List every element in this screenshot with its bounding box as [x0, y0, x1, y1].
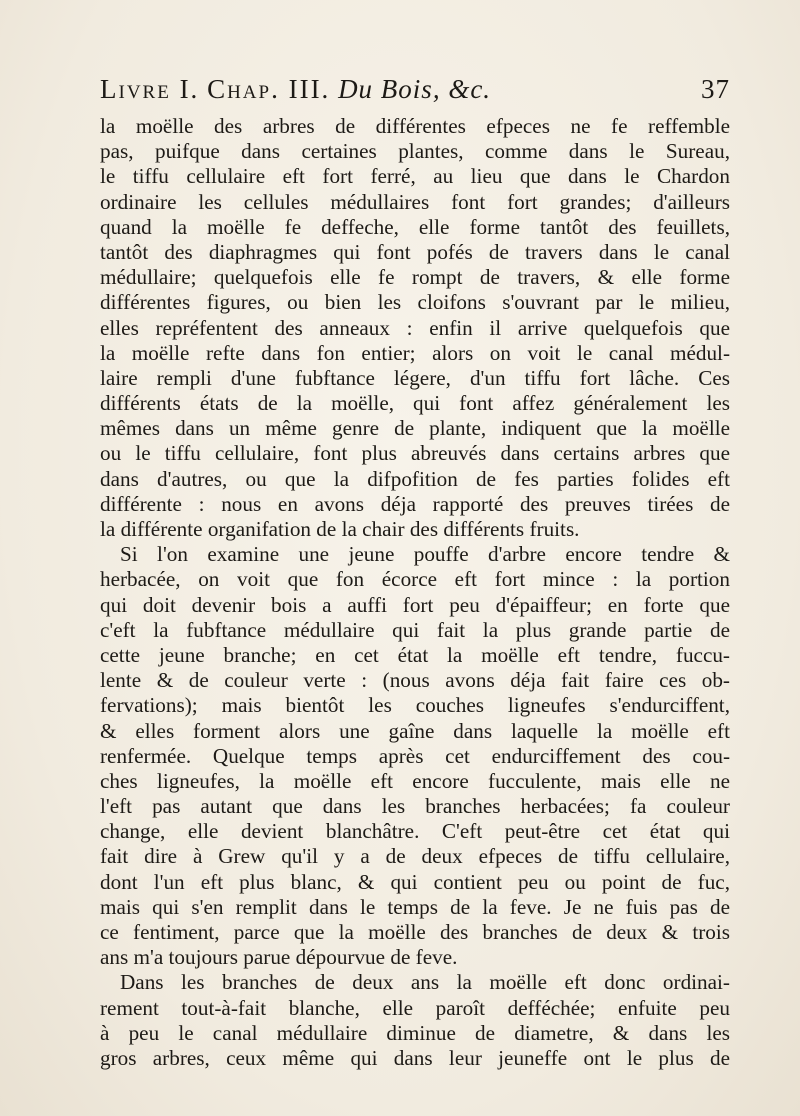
text-line: tantôt des diaphragmes qui font pofés de travers dans le canal [100, 239, 730, 264]
text-line: laire rempli d'une fubftance légere, d'un tiffu fort lâche. Ces [100, 365, 730, 390]
text-line: cette jeune branche; en cet état la moëlle eft tendre, fuccu- [100, 642, 730, 667]
text-line: elles repréfentent des anneaux : enfin il arrive quelquefois que [100, 315, 730, 340]
text-line: change, elle devient blanchâtre. C'eft peut-être cet état qui [100, 819, 730, 844]
text-line: renfermée. Quelque temps après cet endurciffement des cou- [100, 743, 730, 768]
text-line: à peu le canal médullaire diminue de diametre, & dans les [100, 1020, 730, 1045]
text-line: herbacée, on voit que fon écorce eft fort mince : la portion [100, 567, 730, 592]
text-line: la moëlle refte dans fon entier; alors on voit le canal médul- [100, 340, 730, 365]
text-line: rement tout-à-fait blanche, elle paroît defféchée; enfuite peu [100, 995, 730, 1020]
text-line: différents états de la moëlle, qui font affez généralement les [100, 391, 730, 416]
text-line: gros arbres, ceux même qui dans leur jeuneffe ont le plus de [100, 1045, 730, 1070]
body-text [100, 114, 730, 1071]
text-line: ans m'a toujours parue dépourvue de feve. [100, 945, 458, 970]
text-line: ordinaire les cellules médullaires font fort grandes; d'ailleurs [100, 189, 730, 214]
text-line: médullaire; quelquefois elle fe rompt de travers, & elle forme [100, 265, 730, 290]
text-line: mêmes dans un même genre de plante, indiquent que la moëlle [100, 416, 730, 441]
text-line: fervations); mais bientôt les couches ligneufes s'endurciffent, [100, 693, 730, 718]
text-line: quand la moëlle fe deffeche, elle forme tantôt des feuillets, [100, 214, 730, 239]
text-line: mais qui s'en remplit dans le temps de la feve. Je ne fuis pas de [100, 894, 730, 919]
text-line: qui doit devenir bois a auffi fort peu d'épaiffeur; en forte que [100, 592, 730, 617]
text-line: lente & de couleur verte : (nous avons déja fait faire ces ob- [100, 668, 730, 693]
text-line: ce fentiment, parce que la moëlle des branches de deux & trois [100, 920, 730, 944]
text-line: Si l'on examine une jeune pouffe d'arbre encore tendre & [120, 542, 730, 567]
chapter-label: Chap. III. [207, 74, 331, 104]
text-line: l'eft pas autant que dans les branches herbacées; fa couleur [100, 794, 730, 819]
text-line: & elles forment alors une gaîne dans laquelle la moëlle eft [100, 718, 730, 743]
text-line: pas, puifque dans certaines plantes, comme dans le Sureau, [100, 139, 730, 164]
text-line: c'eft la fubftance médullaire qui fait la plus grande partie de [100, 617, 730, 642]
text-line: fait dire à Grew qu'il y a de deux efpeces de tiffu cellulaire, [100, 844, 730, 869]
text-line: le tiffu cellulaire eft fort ferré, au lieu que dans le Chardon [100, 164, 730, 189]
text-line: différentes figures, ou bien les cloifons s'ouvrant par le milieu, [100, 290, 730, 315]
page-number: 37 [701, 74, 730, 104]
text-line: la différente organifation de la chair des différents fruits. [100, 517, 580, 541]
text-line: la moëlle des arbres de différentes efpeces ne fe reffemble [100, 114, 730, 138]
running-header [100, 74, 730, 114]
text-line: différente : nous en avons déja rapporté des preuves tirées de [100, 491, 730, 516]
text-line: Dans les branches de deux ans la moëlle eft donc ordinai- [120, 970, 730, 995]
text-line: ou le tiffu cellulaire, font plus abreuvés dans certains arbres que [100, 441, 730, 466]
text-line: dans d'autres, ou que la difpofition de fes parties folides eft [100, 466, 730, 491]
text-line: ches ligneufes, la moëlle eft encore fucculente, mais elle ne [100, 768, 730, 793]
text-line: dont l'un eft plus blanc, & qui contient peu ou point de fuc, [100, 869, 730, 894]
book-label: Livre I. [100, 74, 200, 104]
subject-label: Du Bois, &c. [338, 74, 492, 104]
